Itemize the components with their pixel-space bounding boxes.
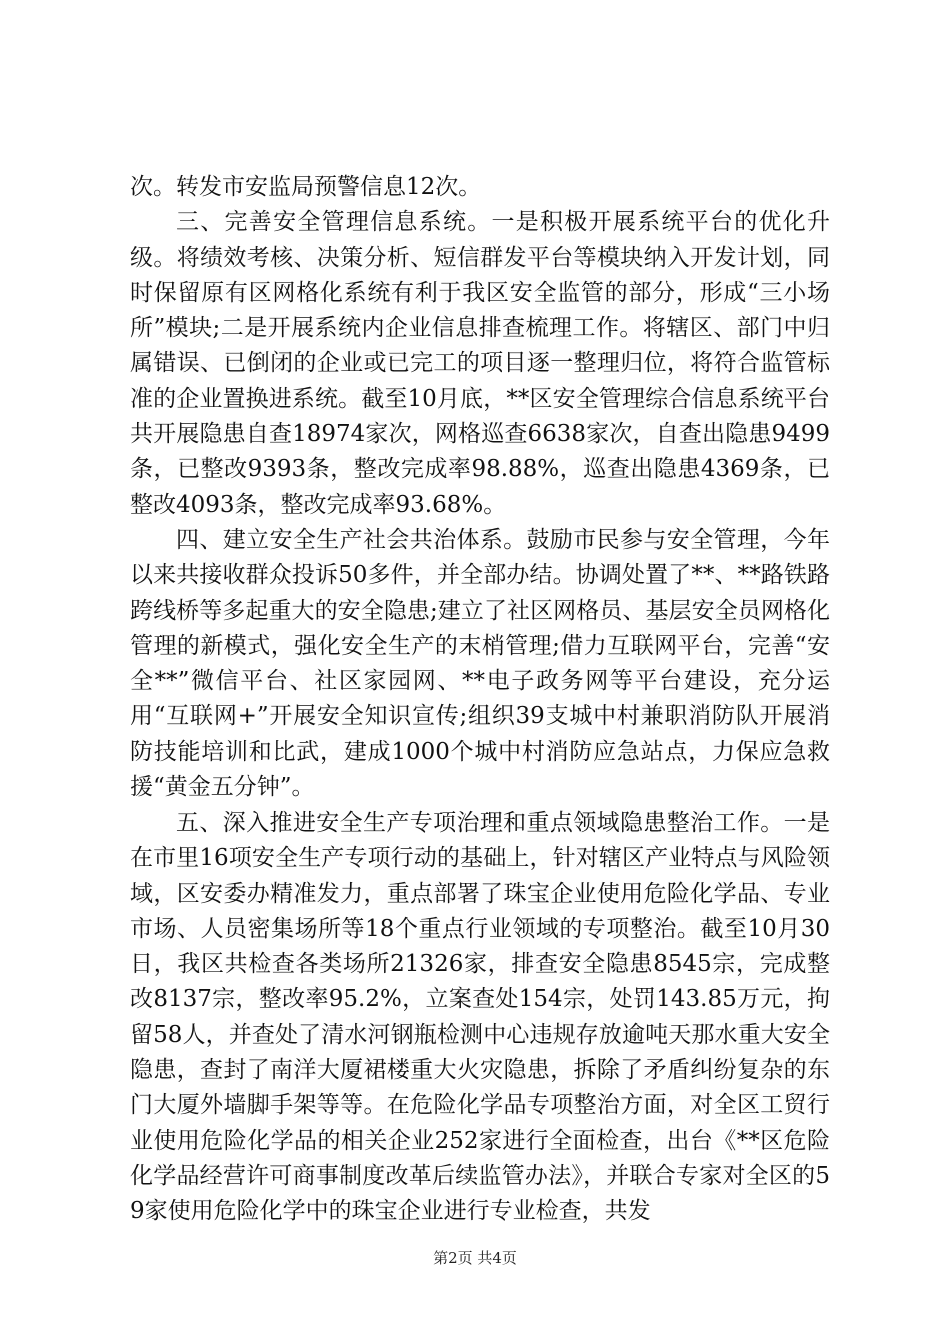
paragraph-continuation: 次。转发市安监局预警信息12次。 [130, 174, 482, 200]
paragraph-section-3: 三、完善安全管理信息系统。一是积极开展系统平台的优化升级。将绩效考核、决策分析、短信群发平台等模块纳入开发计划，同时保留原有区网格化系统有利于我区安全监管的部分，形成“三小场所”模块;二是开展系统内企业信息排查梳理工作。将辖区、部门中归属错误、已倒闭的企业或已完工的项目逐一整理归位，将符合监管标准的企业置换进系统。截至10月底，**区安全管理综合信息系统平台共开展隐患自查18974家次，网格巡查6638家次，自查出隐患9499条，已整改9393条，整改完成率98.88%，巡查出隐患4369条，已整改4093条，整改完成率93.68%。 [130, 209, 830, 518]
page-number: 第2页 共4页 [433, 1249, 517, 1267]
paragraph-section-4: 四、建立安全生产社会共治体系。鼓励市民参与安全管理，今年以来共接收群众投诉50多件，并全部办结。协调处置了**、**路铁路跨线桥等多起重大的安全隐患;建立了社区网格员、基层安全员网格化管理的新模式，强化安全生产的末梢管理;借力互联网平台，完善“安全**”微信平台、社区家园网、**电子政务网等平台建设，充分运用“互联网+”开展安全知识宣传;组织39支城中村兼职消防队开展消防技能培训和比武，建成1000个城中村消防应急站点，力保应急救援“黄金五分钟”。 [130, 526, 830, 801]
body-text-lower [130, 806, 830, 1230]
paragraph-section-5: 五、深入推进安全生产专项治理和重点领域隐患整治工作。一是在市里16项安全生产专项行动的基础上，针对辖区产业特点与风险领域，区安委办精准发力，重点部署了珠宝企业使用危险化学品、专业市场、人员密集场所等18个重点行业领域的专项整治。截至10月30日，我区共检查各类场所21326家，排查安全隐患8545宗，完成整改8137宗，整改率95.2%，立案查处154宗，处罚143.85万元，拘留58人，并查处了清水河钢瓶检测中心违规存放逾吨天那水重大安全隐患，查封了南洋大厦裙楼重大火灾隐患，拆除了矛盾纠纷复杂的东门大厦外墙脚手架等等。在危险化学品专项整治方面，对全区工贸行业使用危险化学品的相关企业252家进行全面检查，出台《**区危险化学品经营许可商事制度改革后续监管办法》，并联合专家对全区的59家使用危险化学中的珠宝企业进行专业检查，共发 [130, 810, 830, 1225]
page-footer [0, 1247, 950, 1268]
body-text-upper [130, 170, 830, 805]
